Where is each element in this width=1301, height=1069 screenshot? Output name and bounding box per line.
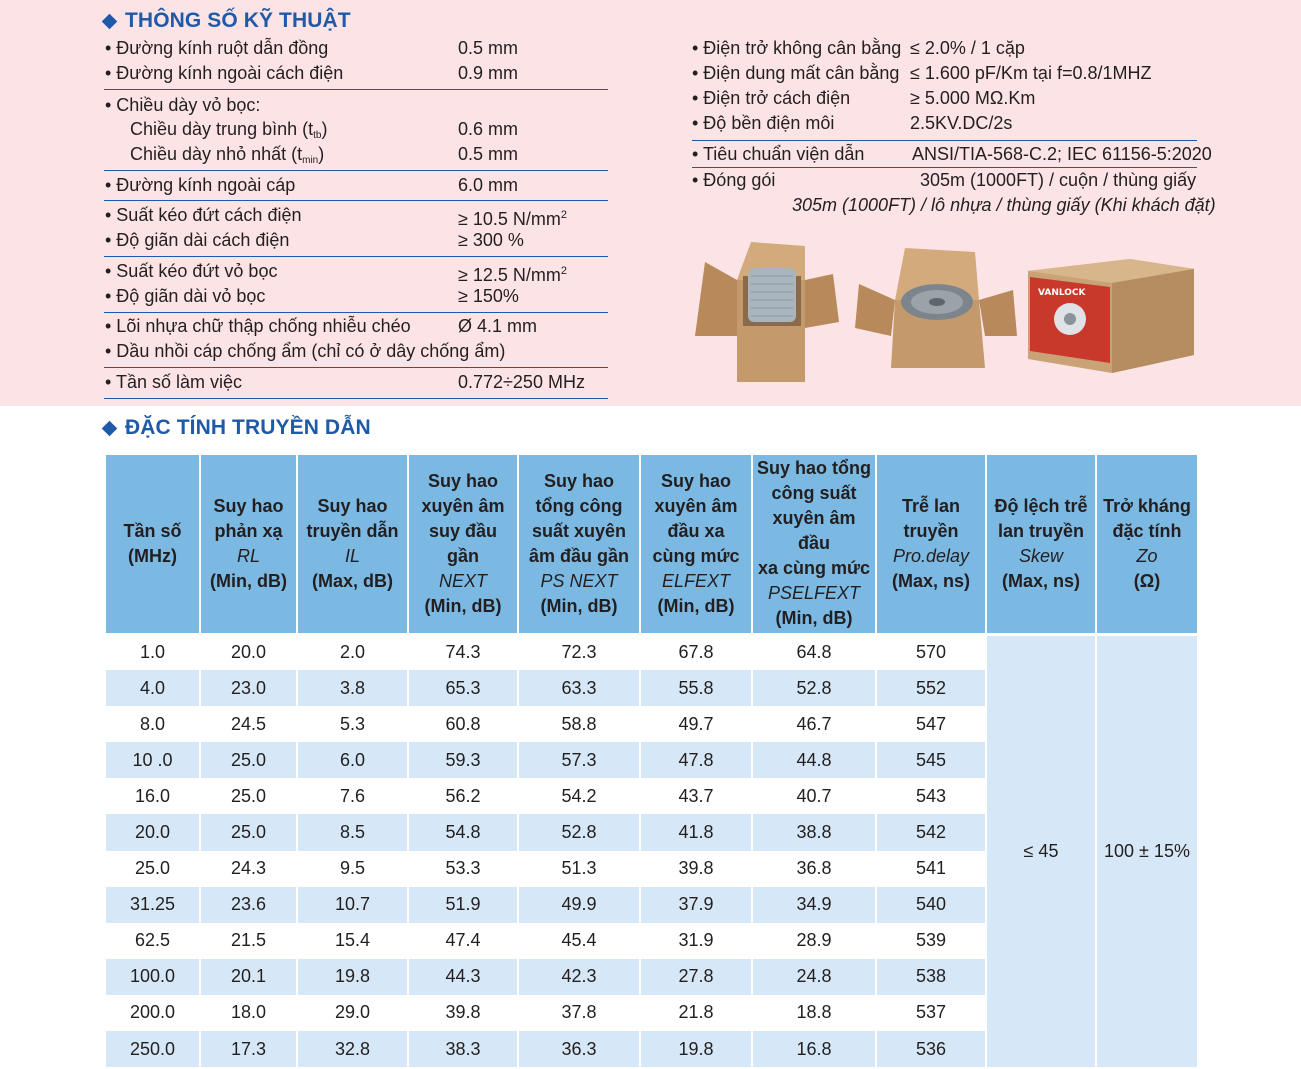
table-cell: 17.3	[200, 1031, 297, 1067]
table-cell: 5.3	[297, 706, 408, 742]
table-cell: 539	[876, 923, 986, 959]
column-header: Suy hao xuyên âm đầu xa cùng mức ELFEXT (Min, dB)	[640, 455, 752, 634]
table-cell: 24.3	[200, 851, 297, 887]
table-cell: 20.0	[200, 634, 297, 670]
divider	[104, 89, 608, 90]
table-cell: 31.25	[105, 887, 200, 923]
specs-section-title: THÔNG SỐ KỸ THUẬT	[104, 9, 351, 33]
table-cell: 250.0	[105, 1031, 200, 1067]
table-cell: 43.7	[640, 778, 752, 814]
table-cell: 39.8	[640, 851, 752, 887]
table-cell: 44.3	[408, 959, 518, 995]
table-cell: 38.3	[408, 1031, 518, 1067]
table-cell: 3.8	[297, 670, 408, 706]
table-cell: 47.8	[640, 742, 752, 778]
column-header: Suy hao truyền dẫn IL (Max, dB)	[297, 455, 408, 634]
table-cell: 54.2	[518, 778, 640, 814]
table-cell: 552	[876, 670, 986, 706]
table-cell: 58.8	[518, 706, 640, 742]
open-box-photo	[693, 232, 843, 382]
table-cell: 56.2	[408, 778, 518, 814]
table-cell: 543	[876, 778, 986, 814]
table-cell: 100.0	[105, 959, 200, 995]
table-cell: 10.7	[297, 887, 408, 923]
open-box-top-photo	[855, 240, 1017, 368]
table-cell: 570	[876, 634, 986, 670]
table-cell: 200.0	[105, 995, 200, 1031]
table-cell: 542	[876, 814, 986, 850]
table-cell: 25.0	[200, 814, 297, 850]
table-cell: 67.8	[640, 634, 752, 670]
table-cell: 18.8	[752, 995, 876, 1031]
divider	[104, 398, 608, 399]
table-cell: 38.8	[752, 814, 876, 850]
table-cell: 64.8	[752, 634, 876, 670]
table-cell: 10 .0	[105, 742, 200, 778]
table-cell: 74.3	[408, 634, 518, 670]
column-header: Suy hao tổng công suất xuyên âm đầu gần PS NEXT (Min, dB)	[518, 455, 640, 634]
table-cell: 4.0	[105, 670, 200, 706]
table-cell: 21.5	[200, 923, 297, 959]
table-cell: 15.4	[297, 923, 408, 959]
table-cell: 72.3	[518, 634, 640, 670]
transmission-table	[104, 455, 1199, 1067]
table-cell: 24.5	[200, 706, 297, 742]
table-cell: 547	[876, 706, 986, 742]
table-cell: 47.4	[408, 923, 518, 959]
table-cell: 62.5	[105, 923, 200, 959]
table-cell: 16.8	[752, 1031, 876, 1067]
table-cell: 6.0	[297, 742, 408, 778]
column-header: Suy hao xuyên âm suy đầu gần NEXT (Min, dB)	[408, 455, 518, 634]
table-cell: 54.8	[408, 814, 518, 850]
table-cell: 51.3	[518, 851, 640, 887]
divider	[104, 367, 608, 368]
table-cell: 2.0	[297, 634, 408, 670]
table-cell: 20.1	[200, 959, 297, 995]
table-cell: 16.0	[105, 778, 200, 814]
divider	[104, 170, 608, 171]
table-cell: 39.8	[408, 995, 518, 1031]
table-cell: 49.9	[518, 887, 640, 923]
table-cell: 7.6	[297, 778, 408, 814]
table-cell: 37.8	[518, 995, 640, 1031]
table-cell: 40.7	[752, 778, 876, 814]
table-cell: 8.0	[105, 706, 200, 742]
table-cell: 536	[876, 1031, 986, 1067]
table-cell: 537	[876, 995, 986, 1031]
table-cell: 20.0	[105, 814, 200, 850]
column-header: Trở kháng đặc tính Zo (Ω)	[1096, 455, 1198, 634]
table-cell: 31.9	[640, 923, 752, 959]
vanlock-logo: VANLOCK	[1038, 288, 1086, 298]
table-cell: 46.7	[752, 706, 876, 742]
table-cell: 32.8	[297, 1031, 408, 1067]
table-cell: 65.3	[408, 670, 518, 706]
table-cell: 44.8	[752, 742, 876, 778]
table-cell: 37.9	[640, 887, 752, 923]
table-cell: 24.8	[752, 959, 876, 995]
divider	[692, 140, 1197, 141]
divider	[104, 200, 608, 201]
table-cell: 21.8	[640, 995, 752, 1031]
table-cell: 8.5	[297, 814, 408, 850]
column-header: Độ lệch trễ lan truyền Skew (Max, ns)	[986, 455, 1096, 634]
table-cell: 25.0	[200, 778, 297, 814]
table-cell: 49.7	[640, 706, 752, 742]
table-cell: 1.0	[105, 634, 200, 670]
diamond-bullet-icon	[102, 13, 118, 29]
table-cell: 53.3	[408, 851, 518, 887]
table-cell: 63.3	[518, 670, 640, 706]
table-cell: 541	[876, 851, 986, 887]
divider	[104, 312, 608, 313]
column-header: Trễ lan truyền Pro.delay (Max, ns)	[876, 455, 986, 634]
table-cell: 41.8	[640, 814, 752, 850]
table-cell: 59.3	[408, 742, 518, 778]
diamond-bullet-icon	[102, 420, 118, 436]
column-header: Tần số (MHz)	[105, 455, 200, 634]
table-cell: 60.8	[408, 706, 518, 742]
table-header-row	[105, 455, 1198, 634]
table-cell: 538	[876, 959, 986, 995]
table-cell: 9.5	[297, 851, 408, 887]
skew-value: ≤ 45	[986, 634, 1096, 1067]
transmission-section-title: ĐẶC TÍNH TRUYỀN DẪN	[104, 416, 371, 440]
table-cell: 28.9	[752, 923, 876, 959]
table-cell: 19.8	[297, 959, 408, 995]
table-row	[105, 634, 1198, 670]
table-cell: 545	[876, 742, 986, 778]
table-cell: 18.0	[200, 995, 297, 1031]
vanlock-box-photo	[1026, 247, 1196, 375]
table-body	[105, 634, 1198, 1067]
divider	[104, 256, 608, 257]
table-cell: 51.9	[408, 887, 518, 923]
table-cell: 25.0	[200, 742, 297, 778]
table-cell: 36.3	[518, 1031, 640, 1067]
table-cell: 23.0	[200, 670, 297, 706]
column-header: Suy hao phản xạ RL (Min, dB)	[200, 455, 297, 634]
table-cell: 52.8	[752, 670, 876, 706]
table-cell: 52.8	[518, 814, 640, 850]
table-cell: 29.0	[297, 995, 408, 1031]
table-cell: 57.3	[518, 742, 640, 778]
table-cell: 27.8	[640, 959, 752, 995]
column-header: Suy hao tổng công suất xuyên âm đầu xa cùng mức PSELFEXT (Min, dB)	[752, 455, 876, 634]
table-cell: 34.9	[752, 887, 876, 923]
table-cell: 19.8	[640, 1031, 752, 1067]
table-cell: 540	[876, 887, 986, 923]
table-cell: 23.6	[200, 887, 297, 923]
table-cell: 45.4	[518, 923, 640, 959]
table-cell: 36.8	[752, 851, 876, 887]
table-cell: 42.3	[518, 959, 640, 995]
table-cell: 25.0	[105, 851, 200, 887]
table-cell: 55.8	[640, 670, 752, 706]
impedance-value: 100 ± 15%	[1096, 634, 1198, 1067]
